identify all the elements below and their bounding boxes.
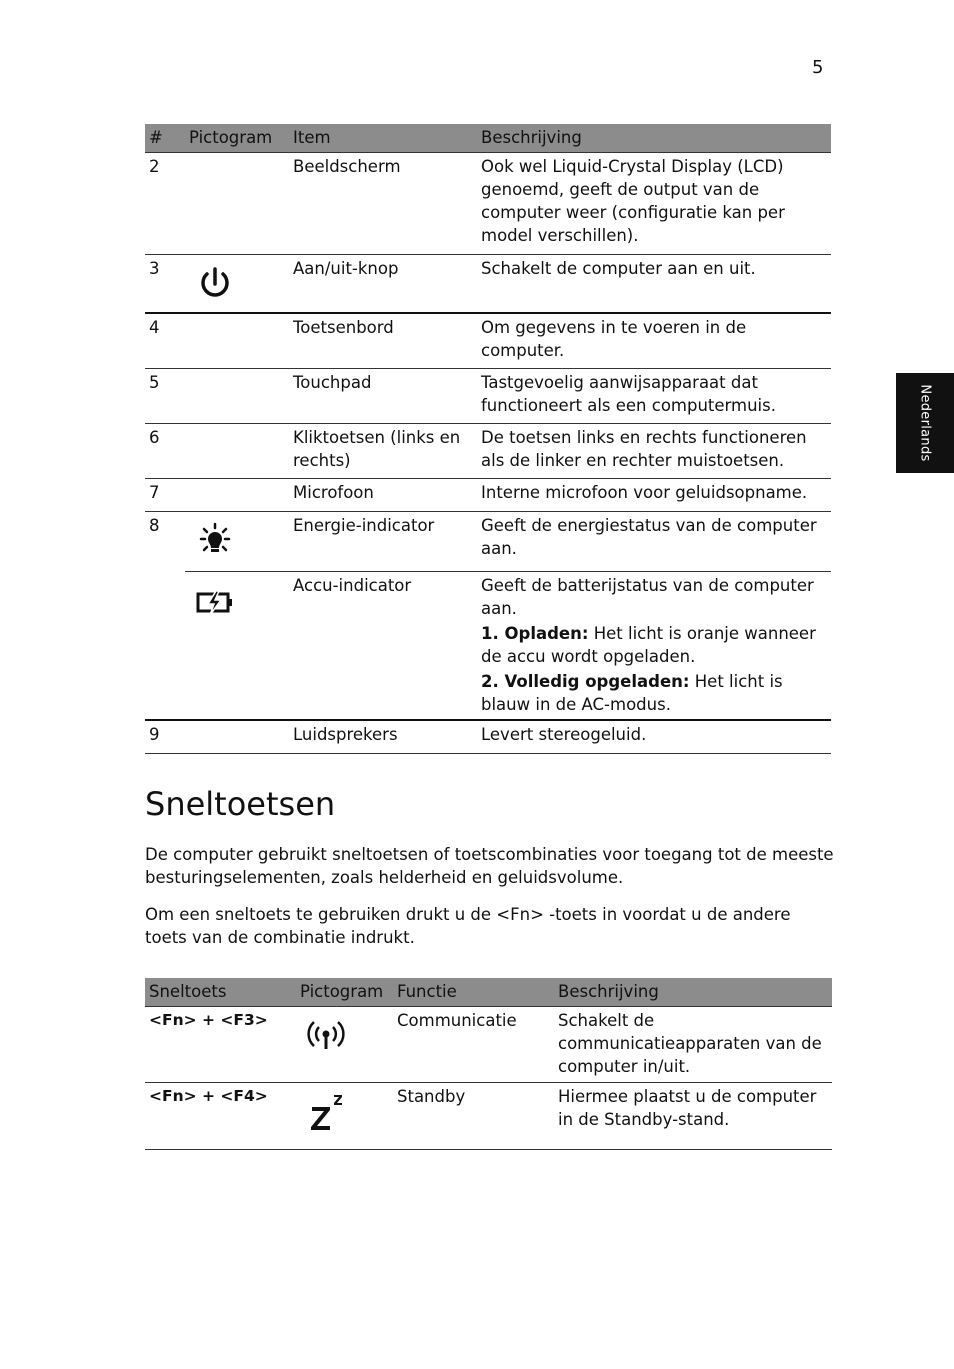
side-tab-label: Nederlands <box>917 384 933 462</box>
table-row <box>145 152 831 254</box>
row-item: Energie-indicator <box>289 511 477 571</box>
sub-item-full <box>481 670 827 716</box>
header-num: # <box>145 124 185 152</box>
table-header-row <box>145 124 831 152</box>
row-desc-cell <box>477 571 831 720</box>
row-icon-empty <box>185 313 289 368</box>
row-desc: Geeft de batterijstatus van de computer aan. <box>481 575 814 618</box>
row-num: 4 <box>145 313 185 368</box>
section-title: Sneltoetsen <box>145 785 336 823</box>
row-desc: Schakelt de communicatieapparaten van de computer in/uit. <box>554 1006 832 1082</box>
row-icon-empty <box>185 368 289 423</box>
row-num: 5 <box>145 368 185 423</box>
table-row <box>145 1006 832 1082</box>
battery-indicator-icon <box>194 586 238 618</box>
row-icon <box>296 1082 393 1149</box>
row-desc: Tastgevoelig aanwijsapparaat dat functioneert als een computermuis. <box>477 368 831 423</box>
row-icon <box>185 254 289 313</box>
row-icon-empty <box>185 478 289 511</box>
table-row <box>145 511 831 571</box>
hotkeys-table <box>145 978 832 1150</box>
components-table <box>145 124 831 754</box>
row-item: Luidsprekers <box>289 720 477 753</box>
row-num: 7 <box>145 478 185 511</box>
table-row <box>145 720 831 753</box>
header-function: Functie <box>393 978 554 1006</box>
row-desc: Ook wel Liquid-Crystal Display (LCD) genoemd, geeft de output van de computer weer (configuratie kan per model verschillen). <box>477 152 831 254</box>
header-pictogram: Pictogram <box>185 124 289 152</box>
table-row <box>145 571 831 720</box>
row-item: Microfoon <box>289 478 477 511</box>
row-desc: Om gegevens in te voeren in de computer. <box>477 313 831 368</box>
row-item: Kliktoetsen (links en rechts) <box>289 423 477 478</box>
row-icon-empty <box>185 423 289 478</box>
row-item: Toetsenbord <box>289 313 477 368</box>
table-header-row <box>145 978 832 1006</box>
header-hotkey: Sneltoets <box>145 978 296 1006</box>
standby-icon <box>306 1089 350 1133</box>
row-item: Accu-indicator <box>289 571 477 720</box>
row-desc: Hiermee plaatst u de computer in de Standby-stand. <box>554 1082 832 1149</box>
header-pictogram: Pictogram <box>296 978 393 1006</box>
sub-item-text: Het licht is blauw in de AC-modus. <box>481 671 783 714</box>
power-icon <box>195 264 235 304</box>
row-hotkey: <Fn> + <F4> <box>145 1082 296 1149</box>
row-desc: Levert stereogeluid. <box>477 720 831 753</box>
row-icon-empty <box>185 152 289 254</box>
wireless-icon <box>304 1017 348 1053</box>
row-num: 6 <box>145 423 185 478</box>
row-desc: Geeft de energiestatus van de computer aan. <box>477 511 831 571</box>
sub-item-label: 2. Volledig opgeladen: <box>481 671 690 691</box>
row-num: 3 <box>145 254 185 313</box>
row-icon <box>185 571 289 720</box>
power-indicator-icon <box>195 521 235 561</box>
header-description: Beschrijving <box>554 978 832 1006</box>
row-num: 8 <box>145 511 185 720</box>
row-num: 9 <box>145 720 185 753</box>
row-desc: Schakelt de computer aan en uit. <box>477 254 831 313</box>
row-desc: De toetsen links en rechts functioneren als de linker en rechter muistoetsen. <box>477 423 831 478</box>
row-hotkey: <Fn> + <F3> <box>145 1006 296 1082</box>
page-number: 5 <box>812 57 824 78</box>
sub-item-label: 1. Opladen: <box>481 623 589 643</box>
header-item: Item <box>289 124 477 152</box>
table-row <box>145 423 831 478</box>
sub-item-text: Het licht is oranje wanneer de accu wordt opgeladen. <box>481 623 816 666</box>
row-icon-empty <box>185 720 289 753</box>
row-function: Standby <box>393 1082 554 1149</box>
table-row <box>145 254 831 313</box>
intro-paragraph: De computer gebruikt sneltoetsen of toetscombinaties voor toegang tot de meeste besturingselementen, zoals helderheid en geluidsvolume. <box>145 845 834 887</box>
table-row <box>145 478 831 511</box>
sub-item-charging <box>481 622 827 668</box>
table-row <box>145 313 831 368</box>
table-row <box>145 368 831 423</box>
usage-paragraph: Om een sneltoets te gebruiken drukt u de <Fn> -toets in voordat u de andere toets van de combinatie indrukt. <box>145 905 791 947</box>
row-icon <box>185 511 289 571</box>
language-side-tab <box>896 373 954 473</box>
row-function: Communicatie <box>393 1006 554 1082</box>
row-item: Aan/uit-knop <box>289 254 477 313</box>
header-description: Beschrijving <box>477 124 831 152</box>
row-icon <box>296 1006 393 1082</box>
row-num: 2 <box>145 152 185 254</box>
row-item: Touchpad <box>289 368 477 423</box>
row-item: Beeldscherm <box>289 152 477 254</box>
row-desc: Interne microfoon voor geluidsopname. <box>477 478 831 511</box>
table-row <box>145 1082 832 1149</box>
